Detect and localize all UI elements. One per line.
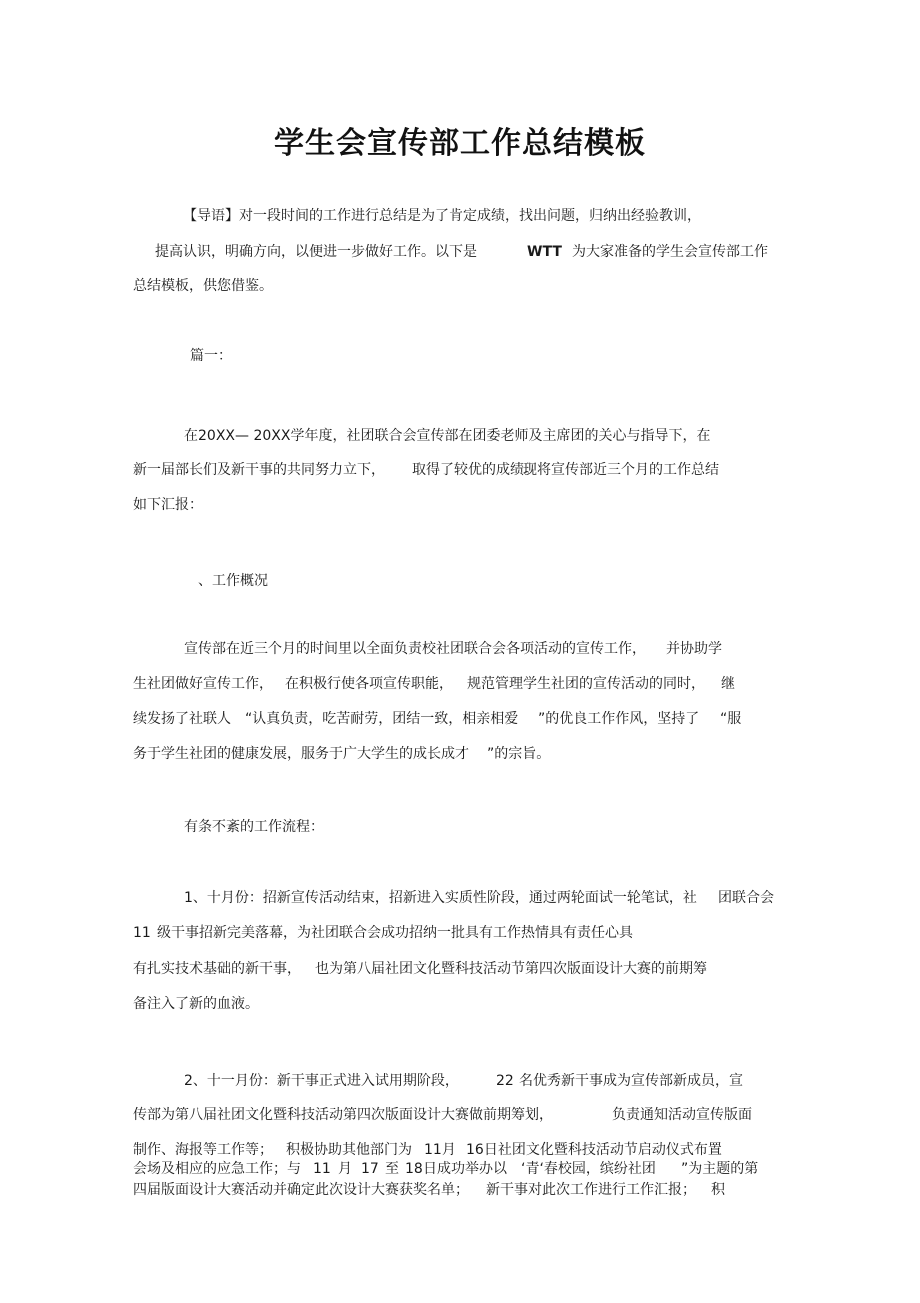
item2-line-3b: 积极协助其他部门为 <box>286 1142 412 1158</box>
para1-line-2c: 现将宣传部近三个月的工作总结 <box>523 462 719 478</box>
item2-line-4i: ”为主题的第 <box>681 1161 759 1177</box>
item2-line-3d: 16日社团文化暨科技活动节启动仪式布置 <box>466 1142 722 1158</box>
para1-line-3: 如下汇报： <box>133 497 203 513</box>
item2-line-1c: 名优秀新干事成为宣传部新成员，宣 <box>519 1073 743 1089</box>
item2-line-5b: 新干事对此次工作进行工作汇报； <box>486 1182 696 1198</box>
para2-line-3c: ”的优良工作作风，坚持了 <box>538 711 700 727</box>
item2-line-3a: 制作、海报等工作等； <box>133 1142 273 1158</box>
item1-line-1b: 团联合会 <box>718 890 774 906</box>
intro-line-1: 【导语】对一段时间的工作进行总结是为了肯定成绩，找出问题，归纳出经验教训， <box>183 208 701 224</box>
item2-line-2b: 负责通知活动宣传版面 <box>612 1107 752 1123</box>
item2-line-5a: 四届版面设计大赛活动并确定此次设计大赛获奖名单； <box>133 1182 469 1198</box>
intro-line-2b: 为大家准备的学生会宣传部工作 <box>572 244 768 260</box>
intro-line-2: 提高认识，明确方向，以便进一步做好工作。以下是 <box>155 244 477 260</box>
item2-line-4e: 至 <box>385 1161 399 1177</box>
item2-line-5c: 积 <box>711 1182 725 1198</box>
item1-line-2a: 11 <box>133 925 151 941</box>
item2-line-3c: 11月 <box>424 1142 456 1158</box>
para2-line-3d: “服 <box>720 711 742 727</box>
item2-line-4g: 日成功举办以 <box>423 1161 507 1177</box>
para1-line-2b: 取得了较优的成绩。 <box>412 462 538 478</box>
item2-line-4b: 11 <box>313 1161 331 1177</box>
section-heading: 、工作概况 <box>198 573 268 589</box>
para2-line-2b: 在积极行使各项宣传职能， <box>285 676 453 692</box>
para1-line-1: 在20XX— 20XX学年度，社团联合会宣传部在团委老师及主席团的关心与指导下，在 <box>184 428 711 444</box>
item2-line-4f: 18 <box>405 1161 423 1177</box>
item2-line-4d: 17 <box>361 1161 379 1177</box>
para2-line-4b: ”的宗旨。 <box>487 746 551 762</box>
item2-line-4c: 月 <box>338 1161 352 1177</box>
item2-line-1a: 2、十一月份：新干事正式进入试用期阶段， <box>184 1073 459 1089</box>
item1-line-3b: 也为第八届社团文化暨科技活动节第四次版面设计大赛的前期筹 <box>315 961 707 977</box>
item2-line-4a: 会场及相应的应急工作；与 <box>133 1161 301 1177</box>
item2-line-4h: ‘青‘春校园，缤纷社团 <box>521 1161 656 1177</box>
item2-line-2a: 传部为第八届社团文化暨科技活动第四次版面设计大赛做前期筹划， <box>133 1107 553 1123</box>
process-heading: 有条不紊的工作流程： <box>184 819 324 835</box>
item1-line-4: 备注入了新的血液。 <box>133 996 259 1012</box>
part-heading: 篇一： <box>190 348 232 364</box>
item2-line-1b: 22 <box>496 1073 514 1089</box>
para2-line-2a: 生社团做好宣传工作， <box>133 676 273 692</box>
item1-line-3a: 有扎实技术基础的新干事， <box>133 961 301 977</box>
para1-line-2a: 新一届部长们及新干事的共同努力立下， <box>133 462 385 478</box>
item1-line-1a: 1、十月份：招新宣传活动结束，招新进入实质性阶段，通过两轮面试一轮笔试，社 <box>184 890 697 906</box>
intro-line-3: 总结模板，供您借鉴。 <box>133 278 273 294</box>
para2-line-1a: 宣传部在近三个月的时间里以全面负责校社团联合会各项活动的宣传工作， <box>184 641 646 657</box>
para2-line-2c: 规范管理学生社团的宣传活动的同时， <box>467 676 705 692</box>
para2-line-3b: “认真负责，吃苦耐劳，团结一致，相亲相爱 <box>245 711 519 727</box>
para2-line-2d: 继 <box>721 676 735 692</box>
para2-line-4a: 务于学生社团的健康发展，服务于广大学生的成长成才 <box>133 746 469 762</box>
intro-author: WTT <box>527 244 562 260</box>
para2-line-1b: 并协助学 <box>666 641 722 657</box>
para2-line-3a: 续发扬了社联人 <box>133 711 231 727</box>
document-title: 学生会宣传部工作总结模板 <box>274 126 646 161</box>
item1-line-2b: 级干事招新完美落幕，为社团联合会成功招纳一批具有工作热情具有责任心具 <box>157 925 633 941</box>
